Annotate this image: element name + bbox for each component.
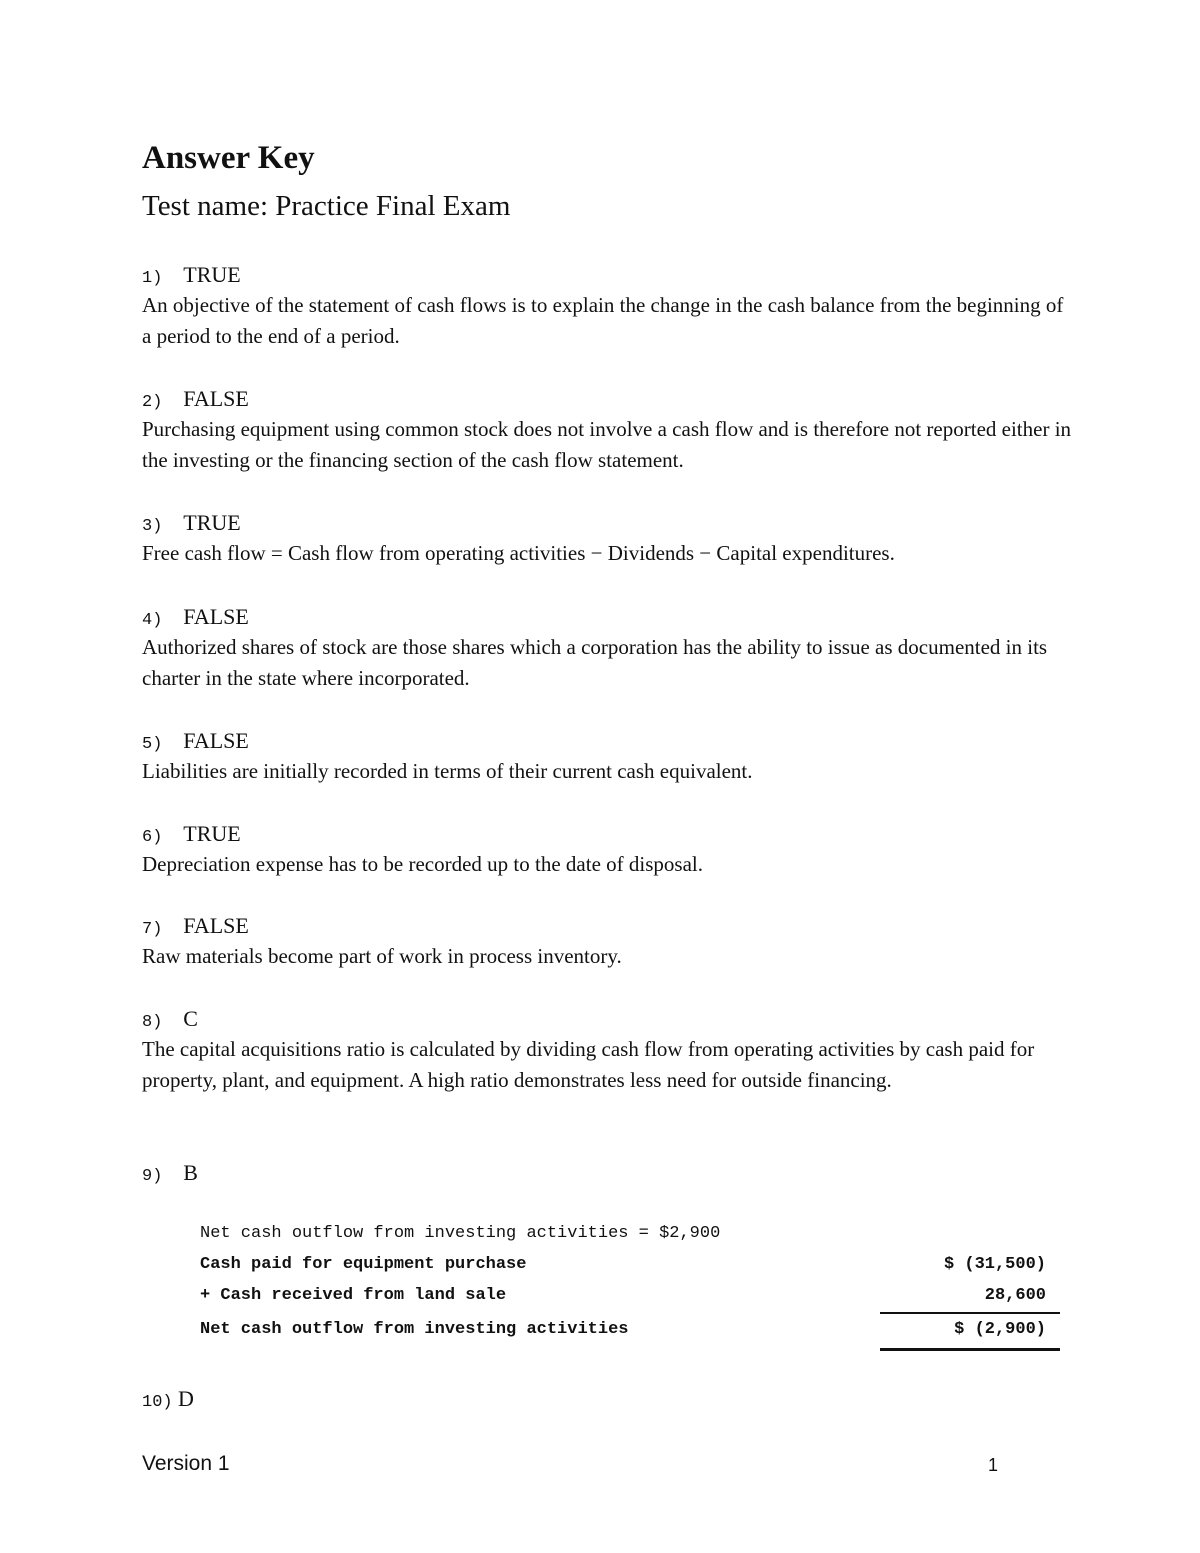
calculation-label: + Cash received from land sale — [200, 1286, 507, 1305]
question-answer: C — [183, 1006, 198, 1031]
question-number: 2) — [142, 393, 163, 412]
question-item — [142, 259, 1072, 352]
question-explanation: Free cash flow = Cash flow from operating activities − Dividends − Capital expenditures. — [142, 541, 895, 565]
question-number: 1) — [142, 269, 163, 288]
page-number: 1 — [988, 1455, 999, 1475]
test-name: Test name: Practice Final Exam — [142, 190, 511, 222]
calculation-amount: $ (2,900) — [954, 1320, 1046, 1339]
question-explanation: Raw materials become part of work in process inventory. — [142, 944, 622, 968]
question-explanation: An objective of the statement of cash flows is to explain the change in the cash balance from the beginning of a period to the end of a period. — [142, 293, 1064, 348]
calculation-amount: 28,600 — [984, 1286, 1046, 1305]
question-number: 8) — [142, 1013, 163, 1032]
question-answer: TRUE — [183, 510, 241, 535]
question-number: 6) — [142, 828, 163, 847]
calculation-label: Cash paid for equipment purchase — [200, 1255, 527, 1274]
version-label: Version 1 — [142, 1452, 230, 1475]
calculation-row — [200, 1280, 1060, 1311]
calculation-header: Net cash outflow from investing activities = $2,900 — [200, 1224, 721, 1243]
calculation-amount: $ (31,500) — [943, 1255, 1046, 1274]
question-item — [142, 507, 1072, 569]
calculation-row — [200, 1314, 1060, 1345]
question-answer: FALSE — [183, 604, 249, 629]
question-item — [142, 910, 1072, 972]
question-item — [142, 383, 1072, 476]
question-number: 7) — [142, 920, 163, 939]
total-rule — [880, 1348, 1060, 1351]
question-explanation: Depreciation expense has to be recorded up to the date of disposal. — [142, 852, 703, 876]
question-item — [142, 601, 1072, 694]
question-item — [142, 1003, 1072, 1096]
question-answer: TRUE — [183, 262, 241, 287]
question-answer: D — [178, 1386, 194, 1411]
question-item — [142, 818, 1072, 880]
question-number: 4) — [142, 611, 163, 630]
question-answer: FALSE — [183, 728, 249, 753]
question-answer: FALSE — [183, 386, 249, 411]
question-answer: FALSE — [183, 913, 249, 938]
question-answer: TRUE — [183, 821, 241, 846]
calculation-label: Net cash outflow from investing activities — [200, 1320, 629, 1339]
question-number: 5) — [142, 735, 163, 754]
question-number: 9) — [142, 1167, 163, 1186]
question-number: 3) — [142, 517, 163, 536]
question-explanation: Purchasing equipment using common stock does not involve a cash flow and is therefore not reported either in the investing or the financing section of the cash flow statement. — [142, 417, 1072, 472]
page-title: Answer Key — [142, 140, 315, 176]
investing-calculation — [200, 1218, 1060, 1345]
question-number: 10) — [142, 1393, 173, 1412]
question-item — [142, 1157, 1072, 1188]
calculation-row — [200, 1249, 1060, 1280]
question-answer: B — [183, 1160, 198, 1185]
question-explanation: The capital acquisitions ratio is calculated by dividing cash flow from operating activities by cash paid for property, plant, and equipment. A high ratio demonstrates less need for outside financing. — [142, 1037, 1035, 1092]
question-item — [142, 725, 1072, 787]
question-explanation: Authorized shares of stock are those shares which a corporation has the ability to issue as documented in its charter in the state where incorporated. — [142, 635, 1048, 690]
question-item — [142, 1383, 1072, 1414]
question-explanation: Liabilities are initially recorded in terms of their current cash equivalent. — [142, 759, 753, 783]
